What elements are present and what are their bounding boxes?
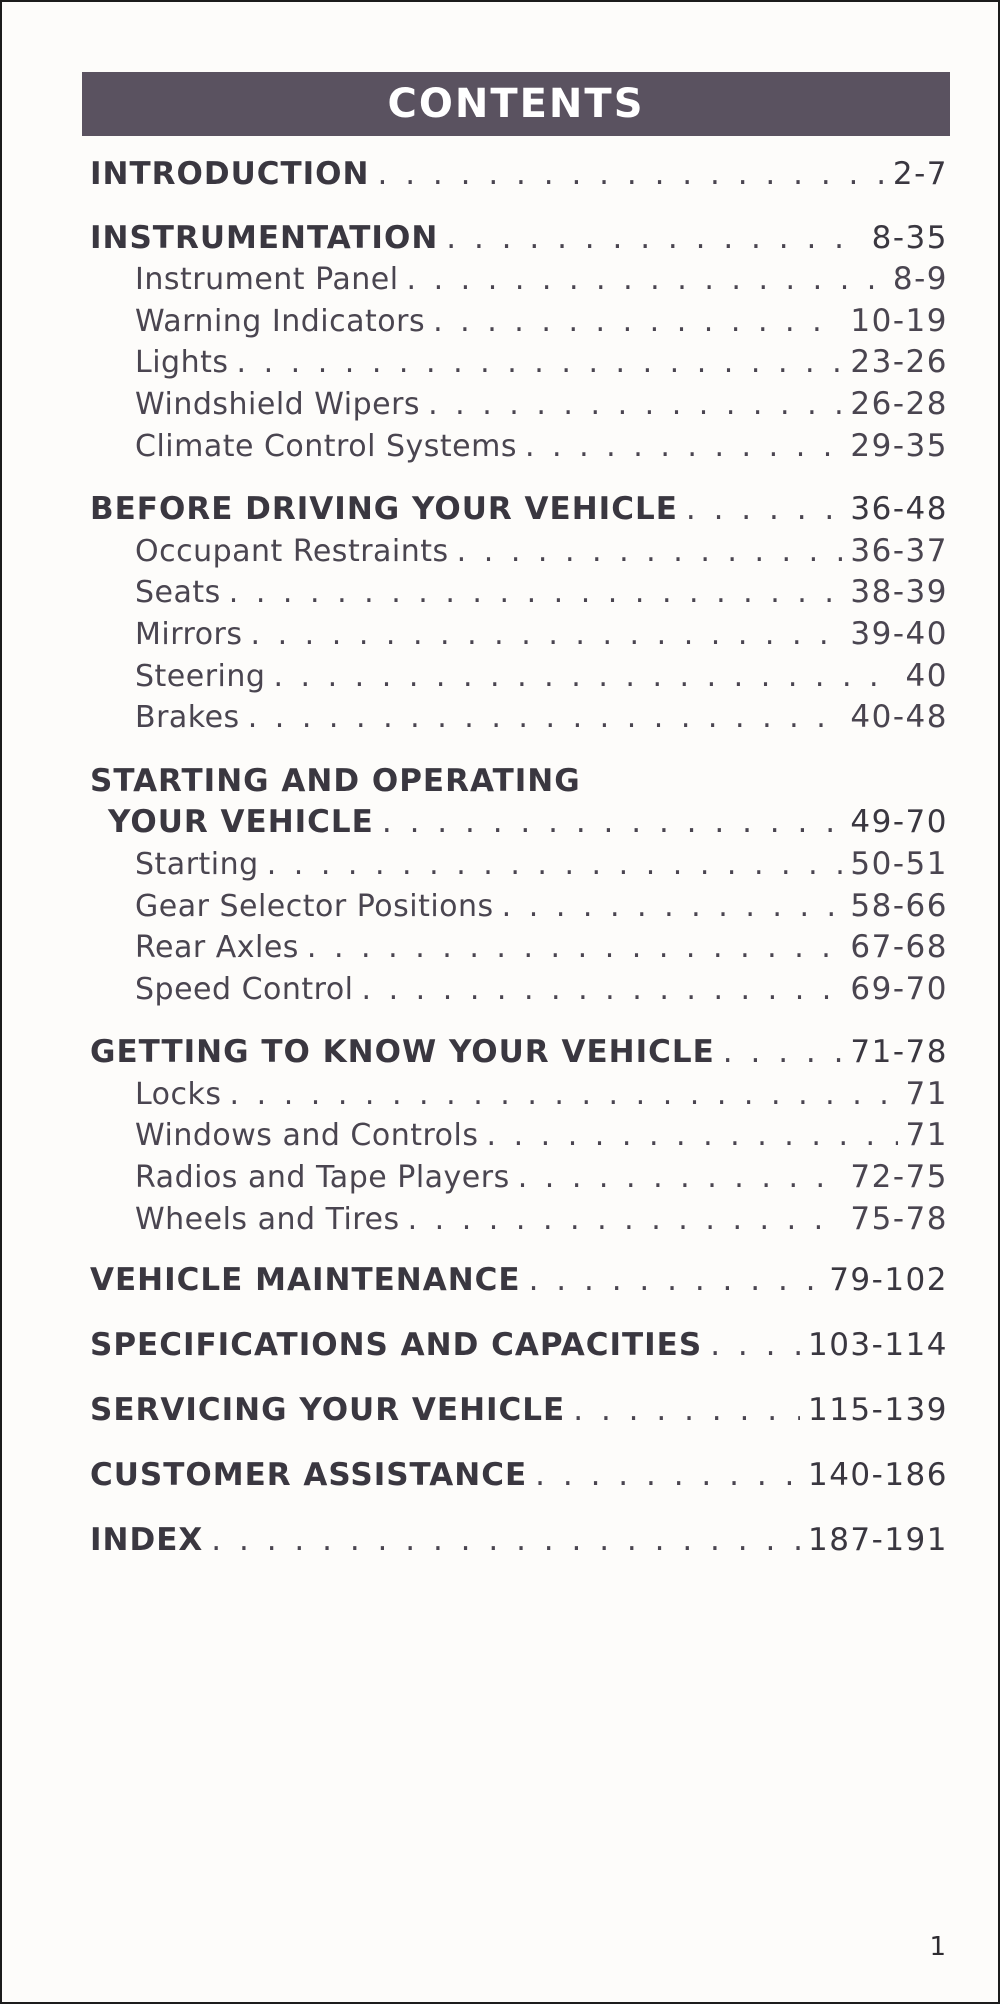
dot-leader: [433, 301, 842, 343]
toc-page-range: 75-78: [850, 1200, 948, 1237]
dot-leader: [529, 1248, 822, 1313]
toc-page-range: 67-68: [850, 929, 948, 966]
toc-section-label: INTRODUCTION: [90, 156, 370, 192]
toc-page-range: 10-19: [850, 302, 948, 339]
toc-item-label: Gear Selector Positions: [135, 888, 494, 924]
toc-item[interactable]: [90, 531, 948, 573]
dot-leader: [407, 259, 885, 301]
dot-leader: [230, 1074, 898, 1116]
toc-section-label: GETTING TO KNOW YOUR VEHICLE: [90, 1034, 715, 1071]
dot-leader: [525, 426, 842, 468]
toc-page-range: 2-7: [892, 156, 948, 192]
toc-item-label: Windows and Controls: [135, 1118, 479, 1154]
toc-item[interactable]: [90, 1074, 948, 1116]
toc-item[interactable]: [90, 342, 948, 384]
toc-page-range: 8-9: [892, 261, 948, 298]
toc-item-label: Radios and Tape Players: [135, 1160, 510, 1196]
dot-leader: [428, 384, 842, 426]
toc-page-range: 79-102: [829, 1262, 948, 1299]
toc-item-label: Lights: [135, 345, 229, 381]
toc-item[interactable]: [90, 572, 948, 614]
toc-item-label: Speed Control: [135, 971, 354, 1007]
toc-page-range: 115-139: [807, 1392, 948, 1429]
dot-leader: [248, 697, 843, 739]
toc-page-range: 71: [905, 1075, 948, 1112]
toc-page-range: 40: [905, 657, 948, 694]
dot-leader: [502, 886, 843, 928]
toc-page-range: 40-48: [850, 699, 948, 736]
toc-page-range: 49-70: [850, 804, 948, 841]
toc-page-range: 50-51: [850, 845, 948, 882]
dot-leader: [710, 1313, 800, 1378]
toc-section-label: SPECIFICATIONS AND CAPACITIES: [90, 1327, 703, 1364]
dot-leader: [237, 342, 843, 384]
toc-section-introduction[interactable]: [90, 154, 948, 196]
toc-section-vehicle-maintenance[interactable]: [90, 1248, 948, 1313]
toc-section-label: VEHICLE MAINTENANCE: [90, 1262, 521, 1299]
toc-item-label: Rear Axles: [135, 930, 299, 966]
toc-item[interactable]: [90, 1115, 948, 1157]
dot-leader: [267, 844, 843, 886]
page-number: 1: [929, 1932, 946, 1962]
toc-section-label-line1: STARTING AND OPERATING: [90, 762, 581, 799]
toc-page-range: 39-40: [850, 615, 948, 652]
toc-section-starting-operating[interactable]: [90, 761, 948, 803]
toc-page-range: 71-78: [850, 1034, 948, 1071]
toc-section-getting-to-know[interactable]: [90, 1032, 948, 1074]
toc-item-label: Locks: [135, 1076, 222, 1112]
toc-page-range: 23-26: [850, 344, 948, 381]
dot-leader: [723, 1032, 843, 1074]
toc-section-label: SERVICING YOUR VEHICLE: [90, 1392, 566, 1429]
toc-item[interactable]: [90, 656, 948, 698]
toc-page-range: 38-39: [850, 574, 948, 611]
dot-leader: [307, 927, 843, 969]
dot-leader: [273, 656, 897, 698]
dot-leader: [573, 1378, 800, 1443]
toc-page-range: 36-48: [850, 491, 948, 528]
toc-item[interactable]: [90, 886, 948, 928]
toc-item[interactable]: [90, 969, 948, 1011]
toc-section-instrumentation[interactable]: [90, 218, 948, 260]
dot-leader: [487, 1115, 898, 1157]
dot-leader: [382, 802, 843, 844]
toc-section-label: CUSTOMER ASSISTANCE: [90, 1457, 528, 1494]
toc-section-customer-assistance[interactable]: [90, 1443, 948, 1508]
toc-section-label-line2: YOUR VEHICLE: [108, 804, 374, 841]
toc-item-label: Seats: [135, 575, 221, 611]
toc-section-label: INSTRUMENTATION: [90, 219, 439, 256]
dot-leader: [457, 531, 843, 573]
toc-section-servicing[interactable]: [90, 1378, 948, 1443]
toc-item-label: Steering: [135, 658, 266, 694]
toc-section-before-driving[interactable]: [90, 489, 948, 531]
toc-item[interactable]: [90, 697, 948, 739]
toc-item[interactable]: [90, 301, 948, 343]
dot-leader: [211, 1508, 800, 1573]
toc-item[interactable]: [90, 844, 948, 886]
contents-banner: CONTENTS: [82, 72, 950, 136]
dot-leader: [535, 1443, 800, 1508]
dot-leader: [377, 154, 884, 196]
dot-leader: [446, 218, 863, 260]
toc-item-label: Occupant Restraints: [135, 533, 449, 569]
toc-section-label: BEFORE DRIVING YOUR VEHICLE: [90, 491, 678, 528]
toc-item-label: Warning Indicators: [135, 303, 426, 339]
dot-leader: [408, 1199, 843, 1241]
toc-page-range: 72-75: [850, 1159, 948, 1196]
toc-section-label: INDEX: [90, 1522, 204, 1559]
toc-section-index[interactable]: [90, 1508, 948, 1573]
toc-item-label: Windshield Wipers: [135, 386, 421, 422]
toc-item-label: Starting: [135, 846, 259, 882]
dot-leader: [251, 614, 843, 656]
table-of-contents: [90, 154, 948, 1573]
toc-item[interactable]: [90, 384, 948, 426]
toc-item[interactable]: [90, 1157, 948, 1199]
toc-item[interactable]: [90, 426, 948, 468]
toc-page-range: 187-191: [807, 1522, 948, 1559]
toc-page-range: 69-70: [850, 970, 948, 1007]
toc-item[interactable]: [90, 614, 948, 656]
toc-page-range: 103-114: [807, 1327, 948, 1364]
toc-page-range: 8-35: [871, 219, 948, 256]
toc-item[interactable]: [90, 1199, 948, 1241]
toc-page-range: 29-35: [850, 427, 948, 464]
toc-page-range: 140-186: [807, 1457, 948, 1494]
dot-leader: [229, 572, 843, 614]
toc-item-label: Wheels and Tires: [135, 1201, 400, 1237]
toc-item[interactable]: [90, 259, 948, 301]
dot-leader: [362, 969, 843, 1011]
dot-leader: [518, 1157, 843, 1199]
toc-page-range: 71: [905, 1117, 948, 1154]
toc-item[interactable]: [90, 927, 948, 969]
toc-item-label: Instrument Panel: [135, 262, 399, 298]
toc-page-range: 26-28: [850, 385, 948, 422]
toc-section-specifications[interactable]: [90, 1313, 948, 1378]
toc-item-label: Climate Control Systems: [135, 428, 517, 464]
toc-section-starting-operating-cont[interactable]: [90, 802, 948, 844]
toc-page-range: 36-37: [850, 532, 948, 569]
toc-item-label: Brakes: [135, 700, 240, 736]
toc-item-label: Mirrors: [135, 616, 243, 652]
dot-leader: [686, 489, 843, 531]
toc-page-range: 58-66: [850, 887, 948, 924]
